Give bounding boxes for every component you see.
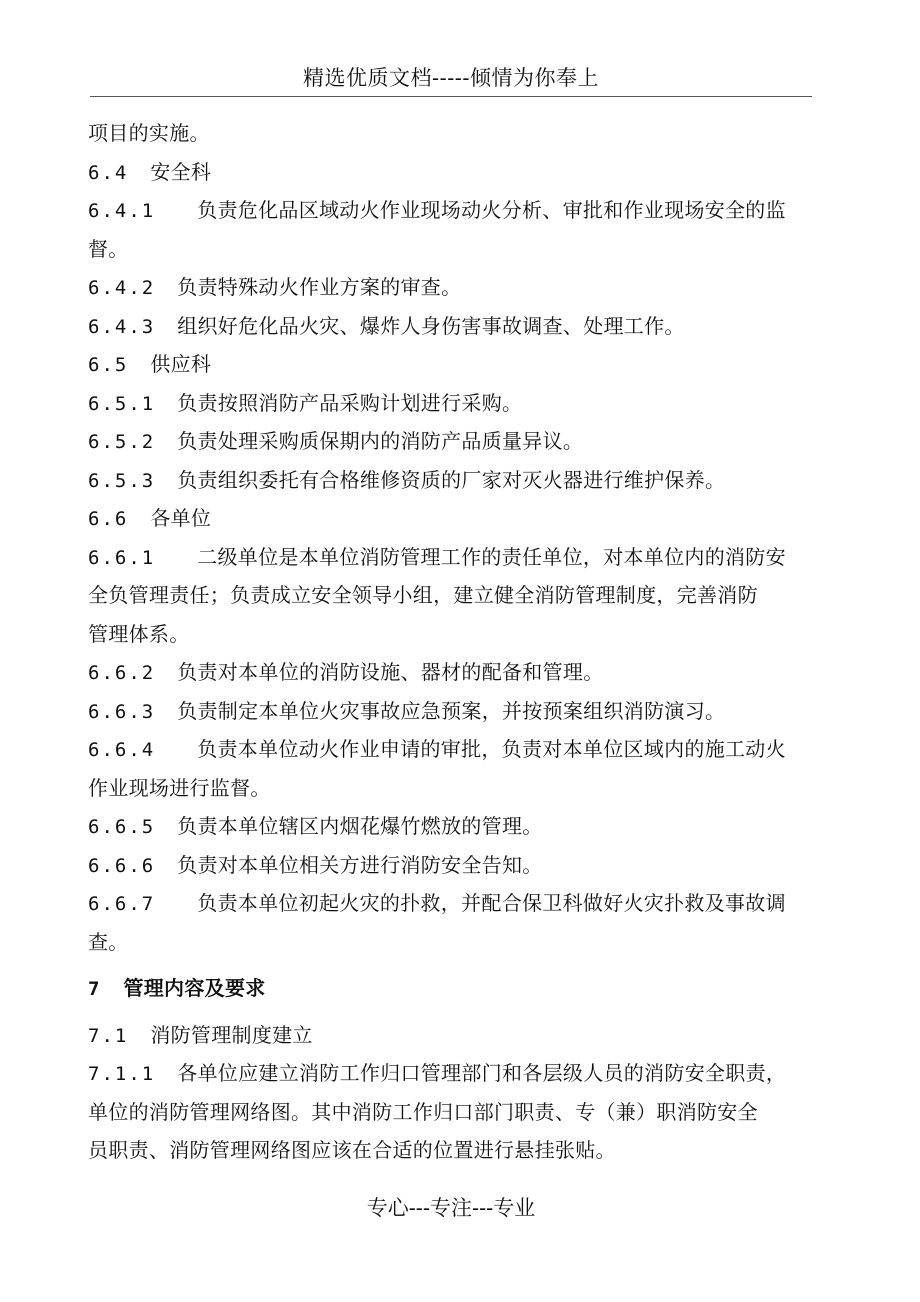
clause-line: 6.6.7 负责本单位初起火灾的扑救，并配合保卫科做好火灾扑救及事故调 [88,891,786,915]
clause-number: 7.1.1 [88,1063,156,1085]
text-line: 单位的消防管理网络图。其中消防工作归口部门职责、专（兼）职消防安全 [88,1099,758,1124]
text-line: 员职责、消防管理网络图应该在合适的位置进行悬挂张贴。 [88,1138,616,1162]
clause-number: 6.6.7 [88,893,156,915]
text-line: 管理体系。 [88,621,190,646]
section-heading: 6.5 供应科 [88,352,212,376]
clause-number: 6.4.2 [88,277,156,299]
clause-line: 6.6.3 负责制定本单位火灾事故应急预案，并按预案组织消防演习。 [88,698,726,723]
clause-line: 6.6.2 负责对本单位的消防设施、器材的配备和管理。 [88,660,604,684]
clause-line: 7.1.1 各单位应建立消防工作归口管理部门和各层级人员的消防安全职责， [88,1061,787,1085]
clause-line: 6.4.2 负责特殊动火作业方案的审查。 [88,275,462,299]
text-line: 督。 [88,236,129,261]
clause-line: 6.6.4 负责本单位动火作业申请的审批，负责对本单位区域内的施工动火 [88,737,786,761]
section-number: 6.4 [88,161,129,184]
section-number: 6.5 [88,354,129,376]
section-heading: 6.4 安全科 [88,159,212,184]
clause-line: 6.4.3 组织好危化品火灾、爆炸人身伤害事故调查、处理工作。 [88,313,685,338]
clause-number: 6.6.3 [88,700,156,723]
clause-number: 6.6.5 [88,816,156,838]
clause-number: 6.5.1 [88,392,156,415]
chapter-number: 7 [88,978,102,1000]
section-heading: 6.6 各单位 [88,506,212,530]
section-number: 7.1 [88,1024,129,1047]
header-divider [90,96,812,97]
text-line: 项目的实施。 [88,121,210,145]
section-number: 6.6 [88,508,129,530]
document-body [88,114,812,1170]
clause-line: 6.6.1 二级单位是本单位消防管理工作的责任单位，对本单位内的消防安 [88,544,786,569]
clause-line: 6.6.5 负责本单位辖区内烟花爆竹燃放的管理。 [88,814,543,838]
section-heading: 7.1 消防管理制度建立 [88,1022,313,1047]
clause-number: 6.5.3 [88,469,156,492]
clause-line: 6.5.3 负责组织委托有合格维修资质的厂家对灭火器进行维护保养。 [88,467,726,492]
clause-line: 6.5.1 负责按照消防产品采购计划进行采购。 [88,390,523,415]
clause-number: 6.4.3 [88,315,156,338]
chapter-heading: 7 管理内容及要求 [88,976,266,1000]
clause-line: 6.5.2 负责处理采购质保期内的消防产品质量异议。 [88,429,584,453]
clause-number: 6.6.6 [88,854,156,877]
text-line: 查。 [88,929,129,954]
clause-line: 6.4.1 负责危化品区域动火作业现场动火分析、审批和作业现场安全的监 [88,198,786,222]
text-line: 作业现场进行监督。 [88,775,271,800]
page-header: 精选优质文档-----倾情为你奉上 [303,66,599,90]
clause-line: 6.6.6 负责对本单位相关方进行消防安全告知。 [88,852,543,877]
page-footer: 专心---专注---专业 [366,1196,536,1220]
clause-number: 6.6.1 [88,546,156,569]
clause-number: 6.6.4 [88,739,156,761]
text-line: 全负管理责任；负责成立安全领导小组，建立健全消防管理制度，完善消防 [88,583,758,607]
clause-number: 6.4.1 [88,200,156,222]
clause-number: 6.5.2 [88,431,156,453]
clause-number: 6.6.2 [88,662,156,684]
